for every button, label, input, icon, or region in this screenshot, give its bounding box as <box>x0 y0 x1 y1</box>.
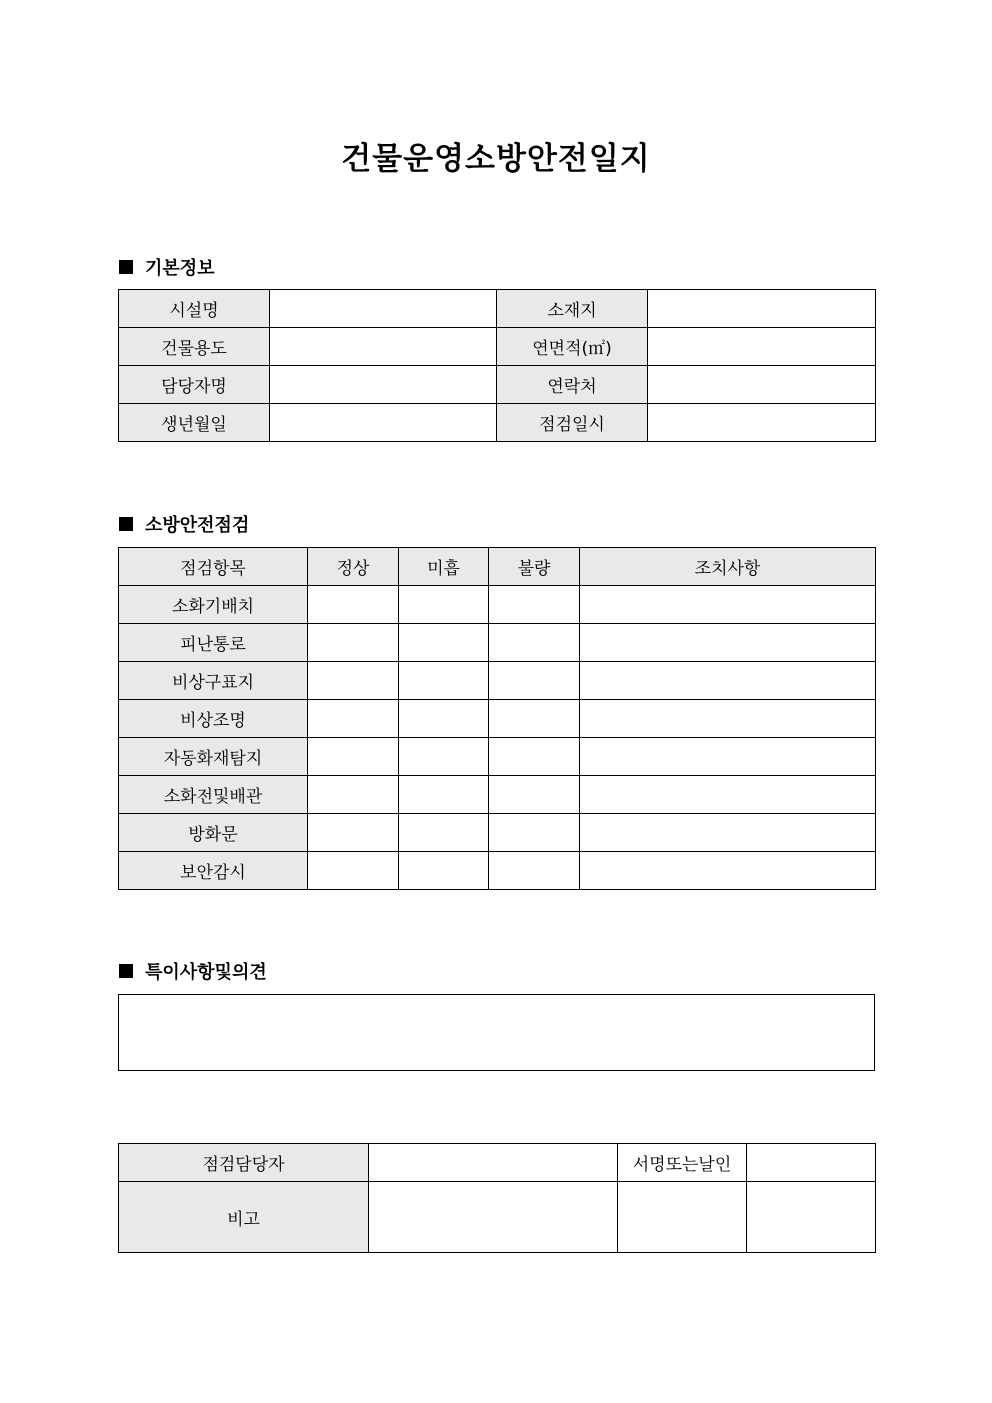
section-heading-label: 기본정보 <box>145 258 215 279</box>
check-item-label: 자동화재탐지 <box>119 738 308 776</box>
action-cell[interactable] <box>580 852 876 890</box>
notes-textarea[interactable] <box>118 994 875 1071</box>
table-row <box>119 852 876 890</box>
insufficient-cell[interactable] <box>399 662 489 700</box>
action-cell[interactable] <box>580 700 876 738</box>
check-item-label: 소화전및배관 <box>119 776 308 814</box>
insufficient-cell[interactable] <box>399 852 489 890</box>
remarks-field[interactable] <box>369 1182 618 1253</box>
section-heading-label: 특이사항및의견 <box>145 962 267 983</box>
contact-label: 연락처 <box>497 366 648 404</box>
action-cell[interactable] <box>580 776 876 814</box>
fire-check-table <box>118 547 876 890</box>
check-item-label: 보안감시 <box>119 852 308 890</box>
table-row <box>119 328 876 366</box>
check-item-label: 비상구표지 <box>119 662 308 700</box>
header-normal: 정상 <box>308 548 399 586</box>
floor-area-label: 연면적(㎡) <box>497 328 648 366</box>
header-action-taken: 조치사항 <box>580 548 876 586</box>
table-row <box>119 1144 876 1182</box>
insufficient-cell[interactable] <box>399 586 489 624</box>
defective-cell[interactable] <box>489 586 580 624</box>
table-row <box>119 586 876 624</box>
birth-date-label: 생년월일 <box>119 404 270 442</box>
table-header-row <box>119 548 876 586</box>
square-bullet-icon <box>119 964 133 978</box>
table-row <box>119 814 876 852</box>
inspection-datetime-label: 점검일시 <box>497 404 648 442</box>
insufficient-cell[interactable] <box>399 814 489 852</box>
action-cell[interactable] <box>580 586 876 624</box>
check-item-label: 방화문 <box>119 814 308 852</box>
normal-cell[interactable] <box>308 738 399 776</box>
table-row <box>119 738 876 776</box>
basic-info-table <box>118 289 876 442</box>
section-heading-notes <box>119 958 267 984</box>
manager-name-label: 담당자명 <box>119 366 270 404</box>
square-bullet-icon <box>119 260 133 274</box>
normal-cell[interactable] <box>308 700 399 738</box>
table-row <box>119 662 876 700</box>
action-cell[interactable] <box>580 814 876 852</box>
check-item-label: 비상조명 <box>119 700 308 738</box>
sign-off-table <box>118 1143 876 1253</box>
building-use-label: 건물용도 <box>119 328 270 366</box>
table-row <box>119 776 876 814</box>
check-item-label: 소화기배치 <box>119 586 308 624</box>
defective-cell[interactable] <box>489 738 580 776</box>
defective-cell[interactable] <box>489 852 580 890</box>
page-title: 건물운영소방안전일지 <box>341 141 651 177</box>
floor-area-field[interactable] <box>648 328 876 366</box>
table-row <box>119 1182 876 1253</box>
remarks-field-3[interactable] <box>747 1182 876 1253</box>
remarks-label: 비고 <box>119 1182 369 1253</box>
table-row <box>119 624 876 662</box>
facility-name-field[interactable] <box>270 290 497 328</box>
insufficient-cell[interactable] <box>399 738 489 776</box>
header-insufficient: 미흡 <box>399 548 489 586</box>
square-bullet-icon <box>119 517 133 531</box>
inspector-label: 점검담당자 <box>119 1144 369 1182</box>
location-label: 소재지 <box>497 290 648 328</box>
facility-name-label: 시설명 <box>119 290 270 328</box>
manager-name-field[interactable] <box>270 366 497 404</box>
building-use-field[interactable] <box>270 328 497 366</box>
location-field[interactable] <box>648 290 876 328</box>
defective-cell[interactable] <box>489 662 580 700</box>
insufficient-cell[interactable] <box>399 776 489 814</box>
inspector-field[interactable] <box>369 1144 618 1182</box>
contact-field[interactable] <box>648 366 876 404</box>
table-row <box>119 290 876 328</box>
remarks-field-2[interactable] <box>618 1182 747 1253</box>
defective-cell[interactable] <box>489 700 580 738</box>
section-heading-basic-info <box>119 254 215 280</box>
section-heading-label: 소방안전점검 <box>145 515 250 536</box>
signature-field[interactable] <box>747 1144 876 1182</box>
normal-cell[interactable] <box>308 662 399 700</box>
table-row <box>119 404 876 442</box>
normal-cell[interactable] <box>308 586 399 624</box>
header-check-item: 점검항목 <box>119 548 308 586</box>
insufficient-cell[interactable] <box>399 624 489 662</box>
action-cell[interactable] <box>580 738 876 776</box>
normal-cell[interactable] <box>308 814 399 852</box>
check-item-label: 피난통로 <box>119 624 308 662</box>
birth-date-field[interactable] <box>270 404 497 442</box>
table-row <box>119 366 876 404</box>
defective-cell[interactable] <box>489 814 580 852</box>
signature-label: 서명또는날인 <box>618 1144 747 1182</box>
inspection-datetime-field[interactable] <box>648 404 876 442</box>
insufficient-cell[interactable] <box>399 700 489 738</box>
defective-cell[interactable] <box>489 776 580 814</box>
section-heading-fire-check <box>119 511 249 537</box>
header-defective: 불량 <box>489 548 580 586</box>
normal-cell[interactable] <box>308 776 399 814</box>
table-row <box>119 700 876 738</box>
action-cell[interactable] <box>580 624 876 662</box>
action-cell[interactable] <box>580 662 876 700</box>
defective-cell[interactable] <box>489 624 580 662</box>
normal-cell[interactable] <box>308 852 399 890</box>
normal-cell[interactable] <box>308 624 399 662</box>
